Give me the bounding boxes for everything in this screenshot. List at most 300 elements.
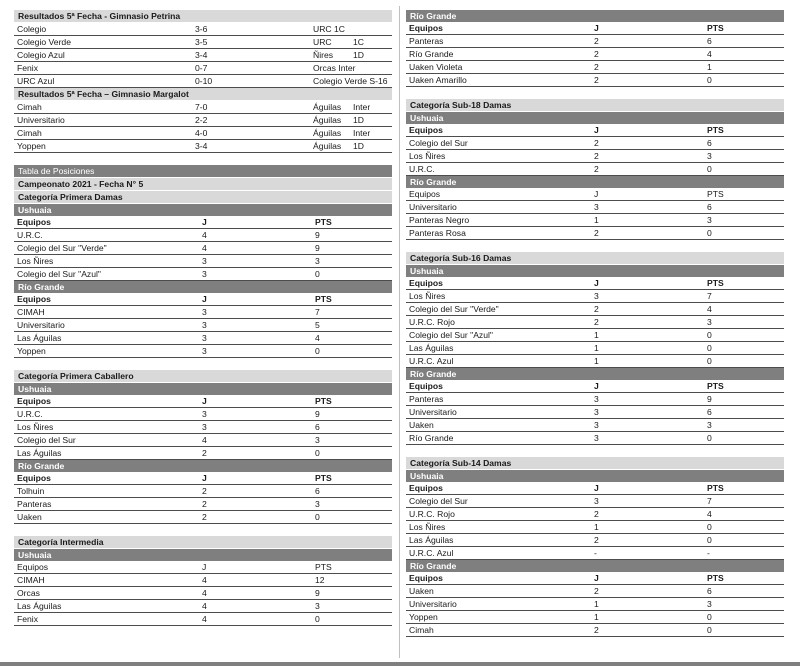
- table-row: [406, 342, 784, 355]
- team-name: Panteras: [17, 499, 52, 509]
- table-row: [406, 214, 784, 227]
- team-name: Las Águilas: [409, 535, 454, 545]
- result-row: [14, 114, 392, 127]
- games-played: 2: [594, 535, 599, 545]
- games-played: 1: [594, 343, 599, 353]
- points: 7: [315, 307, 320, 317]
- points: 3: [315, 499, 320, 509]
- games-played: 4: [202, 243, 207, 253]
- zone-header: Río Grande: [14, 281, 392, 293]
- team-name: Cimah: [409, 625, 434, 635]
- table-header: [406, 22, 784, 35]
- results-title: Resultados 5ª Fecha – Gimnasio Margalot: [14, 88, 392, 100]
- table-header: [14, 395, 392, 408]
- team-name: Uaken Amarillo: [409, 75, 467, 85]
- games-played: 3: [594, 407, 599, 417]
- team-name: Panteras Rosa: [409, 228, 466, 238]
- table-row: [406, 419, 784, 432]
- result-note: 1D: [353, 50, 364, 60]
- spacer: [406, 445, 784, 457]
- table-row: [14, 574, 392, 587]
- team-name: Los Ñires: [409, 291, 446, 301]
- home-team: Cimah: [17, 102, 42, 112]
- games-played: 2: [594, 228, 599, 238]
- points: 9: [315, 230, 320, 240]
- table-row: [406, 547, 784, 560]
- away-team: Orcas Inter: [313, 63, 356, 73]
- games-played: 2: [594, 509, 599, 519]
- col-j: J: [202, 473, 207, 483]
- col-pts: PTS: [707, 125, 724, 135]
- points: 7: [707, 496, 712, 506]
- score: 0-10: [195, 76, 213, 86]
- points: 7: [707, 291, 712, 301]
- home-team: Colegio Azul: [17, 50, 65, 60]
- table-row: [406, 48, 784, 61]
- table-row: [406, 303, 784, 316]
- games-played: 2: [594, 138, 599, 148]
- points: 4: [707, 49, 712, 59]
- home-team: Fenix: [17, 63, 39, 73]
- table-row: [406, 624, 784, 637]
- table-row: [14, 229, 392, 242]
- standings-title: Tabla de Posiciones: [14, 165, 392, 177]
- team-name: Río Grande: [409, 49, 454, 59]
- points: 0: [315, 448, 320, 458]
- games-played: 3: [202, 333, 207, 343]
- col-equipos: Equipos: [409, 573, 443, 583]
- score: 4-0: [195, 128, 208, 138]
- table-row: [406, 393, 784, 406]
- games-played: 3: [202, 422, 207, 432]
- away-team: Águilas: [313, 141, 342, 151]
- away-team: Águilas: [313, 115, 342, 125]
- points: 0: [315, 269, 320, 279]
- col-pts: PTS: [707, 23, 724, 33]
- col-j: J: [594, 573, 599, 583]
- games-played: 3: [202, 256, 207, 266]
- table-header: [406, 482, 784, 495]
- points: 4: [707, 509, 712, 519]
- team-name: Uaken: [409, 420, 434, 430]
- col-equipos: Equipos: [409, 483, 443, 493]
- table-header: [406, 124, 784, 137]
- team-name: Panteras: [409, 36, 444, 46]
- table-row: [406, 35, 784, 48]
- points: 6: [707, 138, 712, 148]
- zone-header: Ushuaia: [406, 470, 784, 482]
- points: 3: [707, 420, 712, 430]
- points: 6: [315, 422, 320, 432]
- zone-header: Río Grande: [406, 368, 784, 380]
- points: 0: [315, 512, 320, 522]
- games-played: -: [594, 548, 597, 558]
- col-j: J: [202, 562, 207, 572]
- table-header: [14, 561, 392, 574]
- col-equipos: Equipos: [409, 23, 443, 33]
- points: 5: [315, 320, 320, 330]
- zone-header: Ushuaia: [406, 265, 784, 277]
- category-title: Categoría Primera Caballero: [14, 370, 392, 382]
- table-row: [406, 316, 784, 329]
- col-pts: PTS: [707, 573, 724, 583]
- home-team: Colegio: [17, 24, 47, 34]
- team-name: Colegio del Sur "Verde": [17, 243, 107, 253]
- col-equipos: Equipos: [17, 562, 49, 572]
- score: 3-4: [195, 141, 208, 151]
- points: 6: [707, 407, 712, 417]
- points: 0: [707, 625, 712, 635]
- team-name: Las Águilas: [17, 333, 62, 343]
- table-row: [406, 290, 784, 303]
- bottom-rule: [0, 662, 800, 666]
- games-played: 2: [202, 499, 207, 509]
- points: 9: [315, 588, 320, 598]
- team-name: U.R.C. Rojo: [409, 317, 455, 327]
- team-name: Orcas: [17, 588, 40, 598]
- table-row: [406, 508, 784, 521]
- points: 0: [707, 522, 712, 532]
- games-played: 2: [594, 317, 599, 327]
- col-pts: PTS: [315, 294, 332, 304]
- result-row: [14, 23, 392, 36]
- table-header: [406, 380, 784, 393]
- table-row: [14, 255, 392, 268]
- team-name: CIMAH: [17, 575, 45, 585]
- table-row: [14, 421, 392, 434]
- away-team: Águilas: [313, 102, 342, 112]
- zone-header: Ushuaia: [14, 383, 392, 395]
- points: 3: [315, 435, 320, 445]
- table-row: [14, 485, 392, 498]
- col-j: J: [594, 381, 599, 391]
- zone-header: Río Grande: [406, 10, 784, 22]
- games-played: 1: [594, 330, 599, 340]
- games-played: 2: [202, 448, 207, 458]
- table-row: [406, 74, 784, 87]
- points: 9: [315, 409, 320, 419]
- team-name: Uaken: [409, 586, 434, 596]
- spacer: [406, 87, 784, 99]
- away-team: Colegio Verde S-16: [313, 76, 388, 86]
- points: 9: [707, 394, 712, 404]
- games-played: 2: [594, 49, 599, 59]
- team-name: Los Ñires: [17, 422, 54, 432]
- team-name: Yoppen: [17, 346, 46, 356]
- score: 0-7: [195, 63, 208, 73]
- col-pts: PTS: [315, 396, 332, 406]
- zone-header: Ushuaia: [14, 549, 392, 561]
- games-played: 3: [202, 409, 207, 419]
- team-name: Los Ñires: [17, 256, 54, 266]
- table-row: [406, 598, 784, 611]
- points: 3: [707, 599, 712, 609]
- points: 4: [707, 304, 712, 314]
- games-played: 2: [594, 625, 599, 635]
- result-row: [14, 75, 392, 88]
- table-row: [14, 434, 392, 447]
- table-row: [406, 534, 784, 547]
- col-equipos: Equipos: [409, 278, 443, 288]
- col-equipos: Equipos: [409, 125, 443, 135]
- points: 3: [707, 151, 712, 161]
- category-title: Categoría Primera Damas: [14, 191, 392, 203]
- points: 9: [315, 243, 320, 253]
- table-row: [14, 498, 392, 511]
- games-played: 3: [202, 320, 207, 330]
- games-played: 4: [202, 435, 207, 445]
- table-row: [14, 408, 392, 421]
- spacer: [406, 240, 784, 252]
- score: 3-4: [195, 50, 208, 60]
- points: 0: [707, 75, 712, 85]
- zone-header: Río Grande: [406, 560, 784, 572]
- spacer: [14, 358, 392, 370]
- result-note: 1D: [353, 141, 364, 151]
- result-note: Inter: [353, 128, 371, 138]
- team-name: Colegio del Sur "Azul": [409, 330, 493, 340]
- points: 0: [707, 330, 712, 340]
- team-name: Panteras Negro: [409, 215, 470, 225]
- category-title: Categoría Sub-14 Damas: [406, 457, 784, 469]
- table-header: [406, 188, 784, 201]
- table-row: [406, 61, 784, 74]
- team-name: Uaken Violeta: [409, 62, 463, 72]
- col-pts: PTS: [315, 217, 332, 227]
- table-row: [406, 521, 784, 534]
- points: -: [707, 548, 710, 558]
- col-equipos: Equipos: [17, 396, 51, 406]
- table-row: [406, 495, 784, 508]
- team-name: U.R.C.: [17, 230, 43, 240]
- team-name: Colegio del Sur "Azul": [17, 269, 101, 279]
- table-row: [406, 163, 784, 176]
- category-title: Categoría Intermedia: [14, 536, 392, 548]
- games-played: 3: [594, 496, 599, 506]
- col-equipos: Equipos: [409, 189, 441, 199]
- points: 3: [707, 317, 712, 327]
- table-row: [14, 332, 392, 345]
- col-pts: PTS: [707, 381, 724, 391]
- points: 3: [315, 601, 320, 611]
- table-row: [14, 613, 392, 626]
- points: 6: [707, 36, 712, 46]
- games-played: 2: [594, 164, 599, 174]
- team-name: CIMAH: [17, 307, 45, 317]
- team-name: Colegio del Sur: [409, 138, 468, 148]
- right-column: [406, 10, 784, 637]
- games-played: 2: [594, 62, 599, 72]
- result-row: [14, 62, 392, 75]
- points: 0: [315, 346, 320, 356]
- games-played: 1: [594, 356, 599, 366]
- home-team: Colegio Verde: [17, 37, 71, 47]
- team-name: Tolhuin: [17, 486, 45, 496]
- table-row: [406, 611, 784, 624]
- points: 6: [707, 202, 712, 212]
- spacer: [14, 153, 392, 165]
- team-name: U.R.C.: [409, 164, 435, 174]
- points: 0: [707, 228, 712, 238]
- col-j: J: [594, 189, 599, 199]
- team-name: Colegio del Sur "Verde": [409, 304, 499, 314]
- team-name: Fenix: [17, 614, 39, 624]
- col-equipos: Equipos: [17, 217, 51, 227]
- team-name: Río Grande: [409, 433, 454, 443]
- away-team: Ñires: [313, 50, 334, 60]
- points: 0: [707, 535, 712, 545]
- team-name: Las Águilas: [409, 343, 454, 353]
- games-played: 2: [202, 486, 207, 496]
- games-played: 1: [594, 612, 599, 622]
- games-played: 1: [594, 215, 599, 225]
- team-name: Uaken: [17, 512, 42, 522]
- col-equipos: Equipos: [17, 294, 51, 304]
- team-name: Universitario: [409, 407, 457, 417]
- home-team: URC Azul: [17, 76, 55, 86]
- games-played: 2: [594, 75, 599, 85]
- games-played: 2: [202, 512, 207, 522]
- table-header: [406, 277, 784, 290]
- table-row: [14, 306, 392, 319]
- team-name: Los Ñires: [409, 522, 446, 532]
- table-row: [406, 227, 784, 240]
- games-played: 4: [202, 601, 207, 611]
- zone-header: Río Grande: [406, 176, 784, 188]
- col-j: J: [202, 217, 207, 227]
- games-played: 3: [594, 433, 599, 443]
- zone-header: Ushuaia: [406, 112, 784, 124]
- home-team: Yoppen: [17, 141, 46, 151]
- col-equipos: Equipos: [409, 381, 443, 391]
- games-played: 2: [594, 586, 599, 596]
- games-played: 3: [594, 202, 599, 212]
- table-row: [406, 406, 784, 419]
- games-played: 4: [202, 230, 207, 240]
- games-played: 1: [594, 599, 599, 609]
- home-team: Universitario: [17, 115, 65, 125]
- games-played: 2: [594, 36, 599, 46]
- away-team: URC 1C: [313, 24, 345, 34]
- points: 12: [315, 575, 325, 585]
- points: 3: [707, 215, 712, 225]
- left-column: [14, 10, 392, 626]
- col-pts: PTS: [315, 473, 332, 483]
- points: 0: [707, 433, 712, 443]
- games-played: 4: [202, 614, 207, 624]
- score: 3-6: [195, 24, 208, 34]
- col-pts: PTS: [707, 278, 724, 288]
- spacer: [14, 524, 392, 536]
- table-row: [14, 242, 392, 255]
- table-row: [14, 268, 392, 281]
- table-row: [406, 201, 784, 214]
- results-title: Resultados 5ª Fecha - Gimnasio Petrina: [14, 10, 392, 22]
- games-played: 3: [594, 420, 599, 430]
- col-j: J: [594, 483, 599, 493]
- result-note: 1D: [353, 115, 364, 125]
- table-row: [14, 587, 392, 600]
- table-row: [406, 585, 784, 598]
- result-row: [14, 49, 392, 62]
- table-header: [14, 472, 392, 485]
- points: 3: [315, 256, 320, 266]
- team-name: Las Águilas: [17, 448, 62, 458]
- result-row: [14, 36, 392, 49]
- table-row: [406, 355, 784, 368]
- table-row: [14, 511, 392, 524]
- games-played: 4: [202, 588, 207, 598]
- result-note: 1C: [353, 37, 364, 47]
- result-row: [14, 101, 392, 114]
- games-played: 3: [202, 307, 207, 317]
- table-header: [406, 572, 784, 585]
- result-row: [14, 127, 392, 140]
- points: 0: [707, 612, 712, 622]
- team-name: Las Águilas: [17, 601, 62, 611]
- table-row: [14, 345, 392, 358]
- table-header: [14, 293, 392, 306]
- team-name: U.R.C. Rojo: [409, 509, 455, 519]
- team-name: Universitario: [17, 320, 65, 330]
- team-name: Panteras: [409, 394, 444, 404]
- points: 6: [707, 586, 712, 596]
- table-row: [406, 137, 784, 150]
- points: 6: [315, 486, 320, 496]
- col-j: J: [594, 23, 599, 33]
- team-name: Universitario: [409, 202, 457, 212]
- away-team: Águilas: [313, 128, 342, 138]
- games-played: 3: [594, 291, 599, 301]
- col-pts: PTS: [707, 483, 724, 493]
- team-name: Yoppen: [409, 612, 438, 622]
- table-row: [406, 329, 784, 342]
- result-row: [14, 140, 392, 153]
- points: 0: [315, 614, 320, 624]
- games-played: 3: [202, 269, 207, 279]
- col-j: J: [202, 396, 207, 406]
- col-j: J: [594, 278, 599, 288]
- games-played: 2: [594, 304, 599, 314]
- table-row: [14, 600, 392, 613]
- games-played: 1: [594, 522, 599, 532]
- score: 3-5: [195, 37, 208, 47]
- col-pts: PTS: [707, 189, 724, 199]
- home-team: Cimah: [17, 128, 42, 138]
- table-row: [406, 150, 784, 163]
- table-row: [14, 319, 392, 332]
- team-name: U.R.C. Azul: [409, 548, 454, 558]
- team-name: U.R.C.: [17, 409, 43, 419]
- result-note: Inter: [353, 102, 371, 112]
- team-name: Colegio del Sur: [17, 435, 76, 445]
- col-j: J: [594, 125, 599, 135]
- table-header: [14, 216, 392, 229]
- points: 4: [315, 333, 320, 343]
- team-name: U.R.C. Azul: [409, 356, 454, 366]
- team-name: Universitario: [409, 599, 457, 609]
- score: 7-0: [195, 102, 208, 112]
- score: 2-2: [195, 115, 208, 125]
- col-j: J: [202, 294, 207, 304]
- team-name: Colegio del Sur: [409, 496, 468, 506]
- away-team: URC: [313, 37, 332, 47]
- col-pts: PTS: [315, 562, 332, 572]
- points: 1: [707, 62, 712, 72]
- zone-header: Río Grande: [14, 460, 392, 472]
- table-row: [406, 432, 784, 445]
- column-divider: [399, 6, 400, 658]
